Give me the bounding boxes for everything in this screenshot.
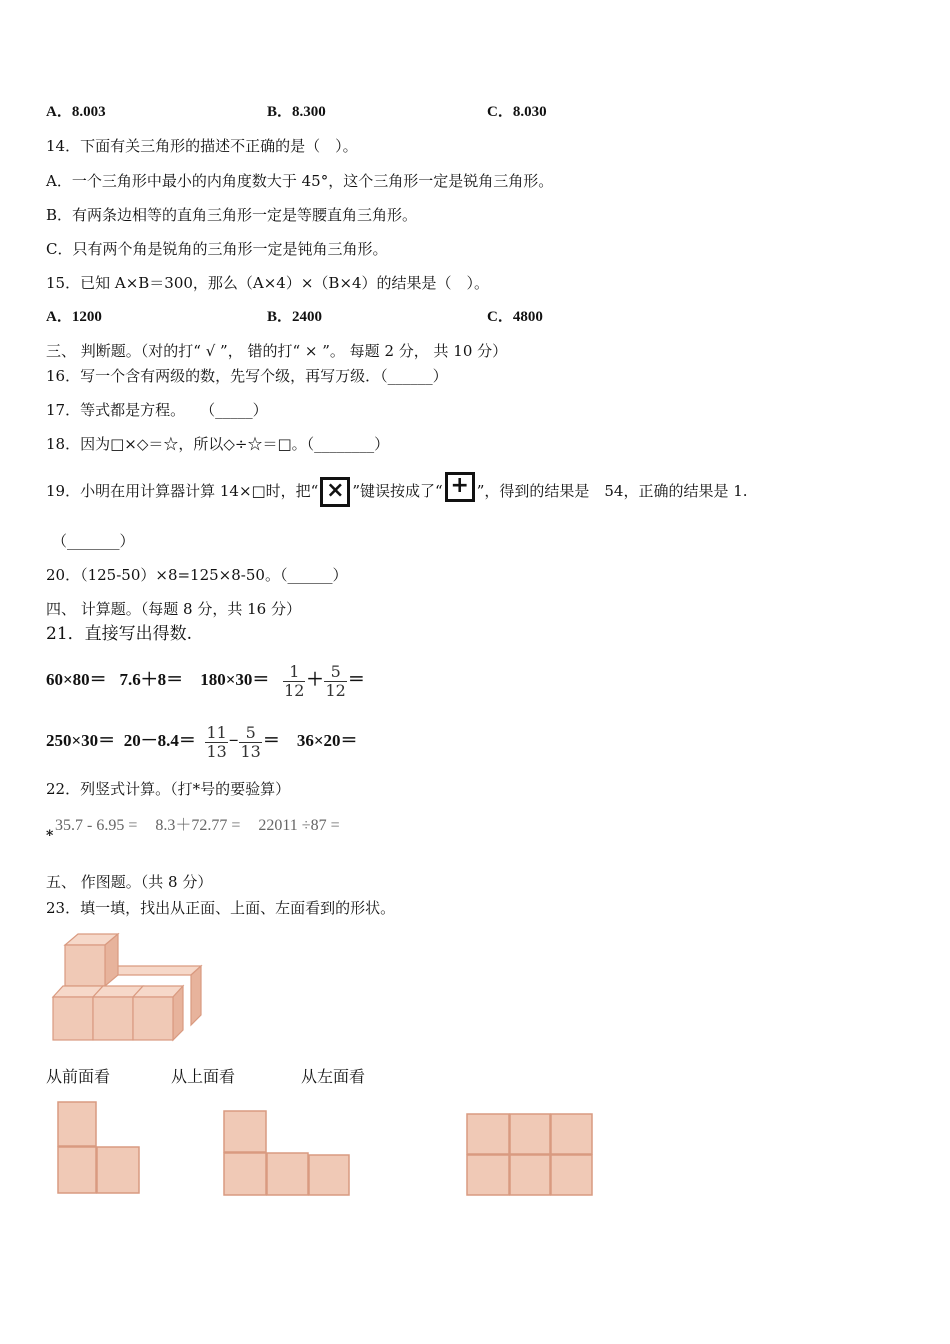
cube-stack-figure [48, 930, 208, 1045]
q21-row1-expr-2: 7.6＋8＝ [119, 670, 184, 689]
q22-expressions [55, 812, 354, 835]
fraction-numerator: 1 [283, 663, 305, 682]
q21-row2-expr-1: 250×30＝ [46, 731, 116, 750]
q22-expr-3: 22011 ÷87 = [258, 817, 340, 834]
q13-option-b: B．8.300 [267, 104, 326, 120]
q15-option-c: C．4800 [487, 309, 543, 325]
q15-option-b: B．2400 [267, 309, 323, 325]
q13-option-a: A．8.003 [46, 104, 106, 120]
section-3-heading: 三、 判断题。（对的打“ √ ”， 错的打“ × ”。 每题 2 分， 共 10 分） [46, 342, 508, 360]
q20: 20．（125-50）×8=125×8-50。（______） [46, 566, 348, 584]
q23-stem: 23．填一填，找出从正面、上面、左面看到的形状。 [46, 899, 396, 917]
fraction-5-13 [239, 724, 261, 761]
q21-row-1 [46, 658, 365, 702]
q19-part1: 19．小明在用计算器计算 14×□时，把“ [46, 482, 319, 500]
plus-operator: ＋ [306, 670, 324, 689]
q14-stem: 14．下面有关三角形的描述不正确的是（ ）。 [46, 137, 358, 155]
q22-expr-2: 8.3＋72.77 = [155, 817, 241, 834]
section-5-heading: 五、 作图题。（共 8 分） [46, 873, 213, 891]
q21-row1-expr-3: 180×30＝ [200, 670, 270, 689]
q18: 18．因为□×◇＝☆，所以◇÷☆＝□。（________） [46, 435, 390, 453]
fraction-numerator: 5 [324, 663, 346, 682]
q22-star-marker: * [46, 828, 54, 844]
minus-operator: − [228, 731, 239, 750]
q13-option-c: C．8.030 [487, 104, 547, 120]
q15-option-a: A．1200 [46, 309, 102, 325]
top-view-label: 从上面看 [171, 1067, 236, 1086]
q19-blank: （_______） [52, 532, 135, 550]
left-view-shape [464, 1111, 596, 1198]
fraction-5-12 [324, 663, 346, 700]
top-view-shape [221, 1108, 353, 1198]
section-4-heading: 四、 计算题。（每题 8 分，共 16 分） [46, 600, 301, 618]
q21-row-2 [46, 719, 358, 763]
plus-key-icon: + [445, 472, 475, 502]
q19-part2: ”键误按成了“ [352, 482, 443, 500]
q16: 16．写一个含有两级的数，先写个级，再写万级．（______） [46, 367, 448, 385]
q14-option-b: B．有两条边相等的直角三角形一定是等腰直角三角形。 [46, 206, 418, 224]
q21-stem: 21．直接写出得数. [46, 624, 193, 644]
fraction-1-12 [283, 663, 305, 700]
fraction-denominator: 12 [284, 680, 305, 700]
q14-option-a: A．一个三角形中最小的内角度数大于 45°，这个三角形一定是锐角三角形。 [46, 172, 554, 190]
fraction-denominator: 13 [206, 741, 227, 761]
fraction-numerator: 5 [239, 724, 261, 743]
front-view-label: 从前面看 [46, 1067, 111, 1086]
q14-option-c: C．只有两个角是锐角的三角形一定是钝角三角形。 [46, 240, 388, 258]
multiply-key-icon: × [320, 477, 350, 507]
fraction-numerator: 11 [206, 722, 227, 742]
left-view-label: 从左面看 [301, 1067, 366, 1086]
fraction-denominator: 13 [240, 741, 261, 761]
fraction-11-13 [205, 724, 227, 761]
equals-sign: ＝ [262, 731, 280, 750]
q21-row1-expr-1: 60×80＝ [46, 670, 107, 689]
q19-part3: ”，得到的结果是 54，正确的结果是 1. [476, 482, 748, 500]
q22-stem: 22．列竖式计算。（打*号的要验算） [46, 780, 291, 798]
q15-stem: 15．已知 A×B＝300，那么（A×4）×（B×4）的结果是（ ）。 [46, 274, 490, 292]
q19-line [46, 473, 748, 507]
q21-row2-expr-2: 20－8.4＝ [123, 731, 196, 750]
q17: 17．等式都是方程。 （_____） [46, 401, 268, 419]
front-view-shape [55, 1100, 145, 1196]
fraction-denominator: 12 [325, 680, 346, 700]
q21-row2-expr-3: 36×20＝ [296, 731, 358, 750]
q22-expr-1: 35.7 - 6.95 = [55, 817, 138, 834]
equals-sign: ＝ [347, 670, 365, 689]
